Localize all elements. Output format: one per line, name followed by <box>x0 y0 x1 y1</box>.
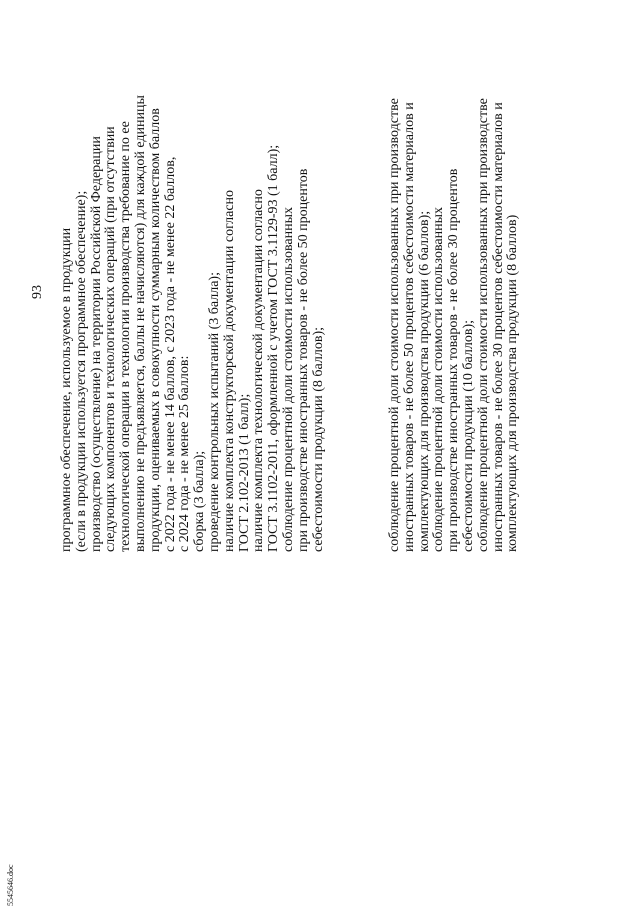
text-line: программное обеспечение, используемое в продукции <box>59 227 74 552</box>
text-line: иностранных товаров - не более 30 процентов себестоимости материалов и <box>490 102 506 552</box>
text-line: наличие комплекта технологической документации согласно <box>251 189 267 552</box>
rotated-page <box>26 32 526 552</box>
text-line: выполнению не предъявляется, баллы не начисляются) для каждой единицы <box>132 95 148 552</box>
text-line: технологической операции в технологии производства требование по ее <box>118 121 134 552</box>
text-line: наличие комплекта конструкторской документации согласно <box>221 189 237 552</box>
text-line: ГОСТ 2.102-2013 (1 балл); <box>236 393 252 552</box>
text-line: с 2024 года - не менее 25 баллов: <box>177 355 193 552</box>
text-line: при производстве иностранных товаров - не более 50 процентов <box>295 168 311 552</box>
text-line: соблюдение процентной доли стоимости использованных <box>431 206 447 552</box>
text-line: с 2022 года - не менее 14 баллов, с 2023 года - не менее 22 баллов, <box>162 156 178 552</box>
text-line: соблюдение процентной доли стоимости использованных при производстве <box>387 98 402 552</box>
text-line: следующих компонентов и технологических операций (при отсутствии <box>103 126 119 552</box>
text-line: иностранных товаров - не более 50 процентов себестоимости материалов и <box>401 102 417 552</box>
text-line: при производстве иностранных товаров - не более 30 процентов <box>446 168 462 552</box>
text-line: себестоимости продукции (8 баллов); <box>310 326 326 552</box>
text-line: соблюдение процентной доли стоимости использованных при производстве <box>475 98 491 552</box>
text-line: (если в продукции используется программное обеспечение); <box>73 190 89 552</box>
text-line: себестоимости продукции (10 баллов); <box>460 319 476 552</box>
text-line: соблюдение процентной доли стоимости использованных <box>280 206 296 552</box>
text-line: производство (осуществление) на территории Российской Федерации <box>88 136 104 552</box>
text-line: комплектующих для производства продукции (8 баллов) <box>505 214 521 552</box>
text-block-2 <box>388 32 521 552</box>
page-number: 93 <box>30 285 45 299</box>
text-line: комплектующих для производства продукции (6 баллов); <box>416 210 432 552</box>
footer-doc-code-text: 5545646.doc <box>6 864 15 906</box>
text-line: проведение контрольных испытаний (3 балла); <box>206 272 222 552</box>
text-line: продукции, оцениваемых в совокупности суммарным количеством баллов <box>147 108 163 552</box>
text-line: ГОСТ 3.1102-2011, оформленной с учетом ГОСТ 3.1129-93 (1 балл); <box>266 144 282 552</box>
text-block-1 <box>60 32 326 552</box>
text-line: сборка (3 балла); <box>192 450 208 552</box>
footer-doc-code <box>6 846 20 906</box>
